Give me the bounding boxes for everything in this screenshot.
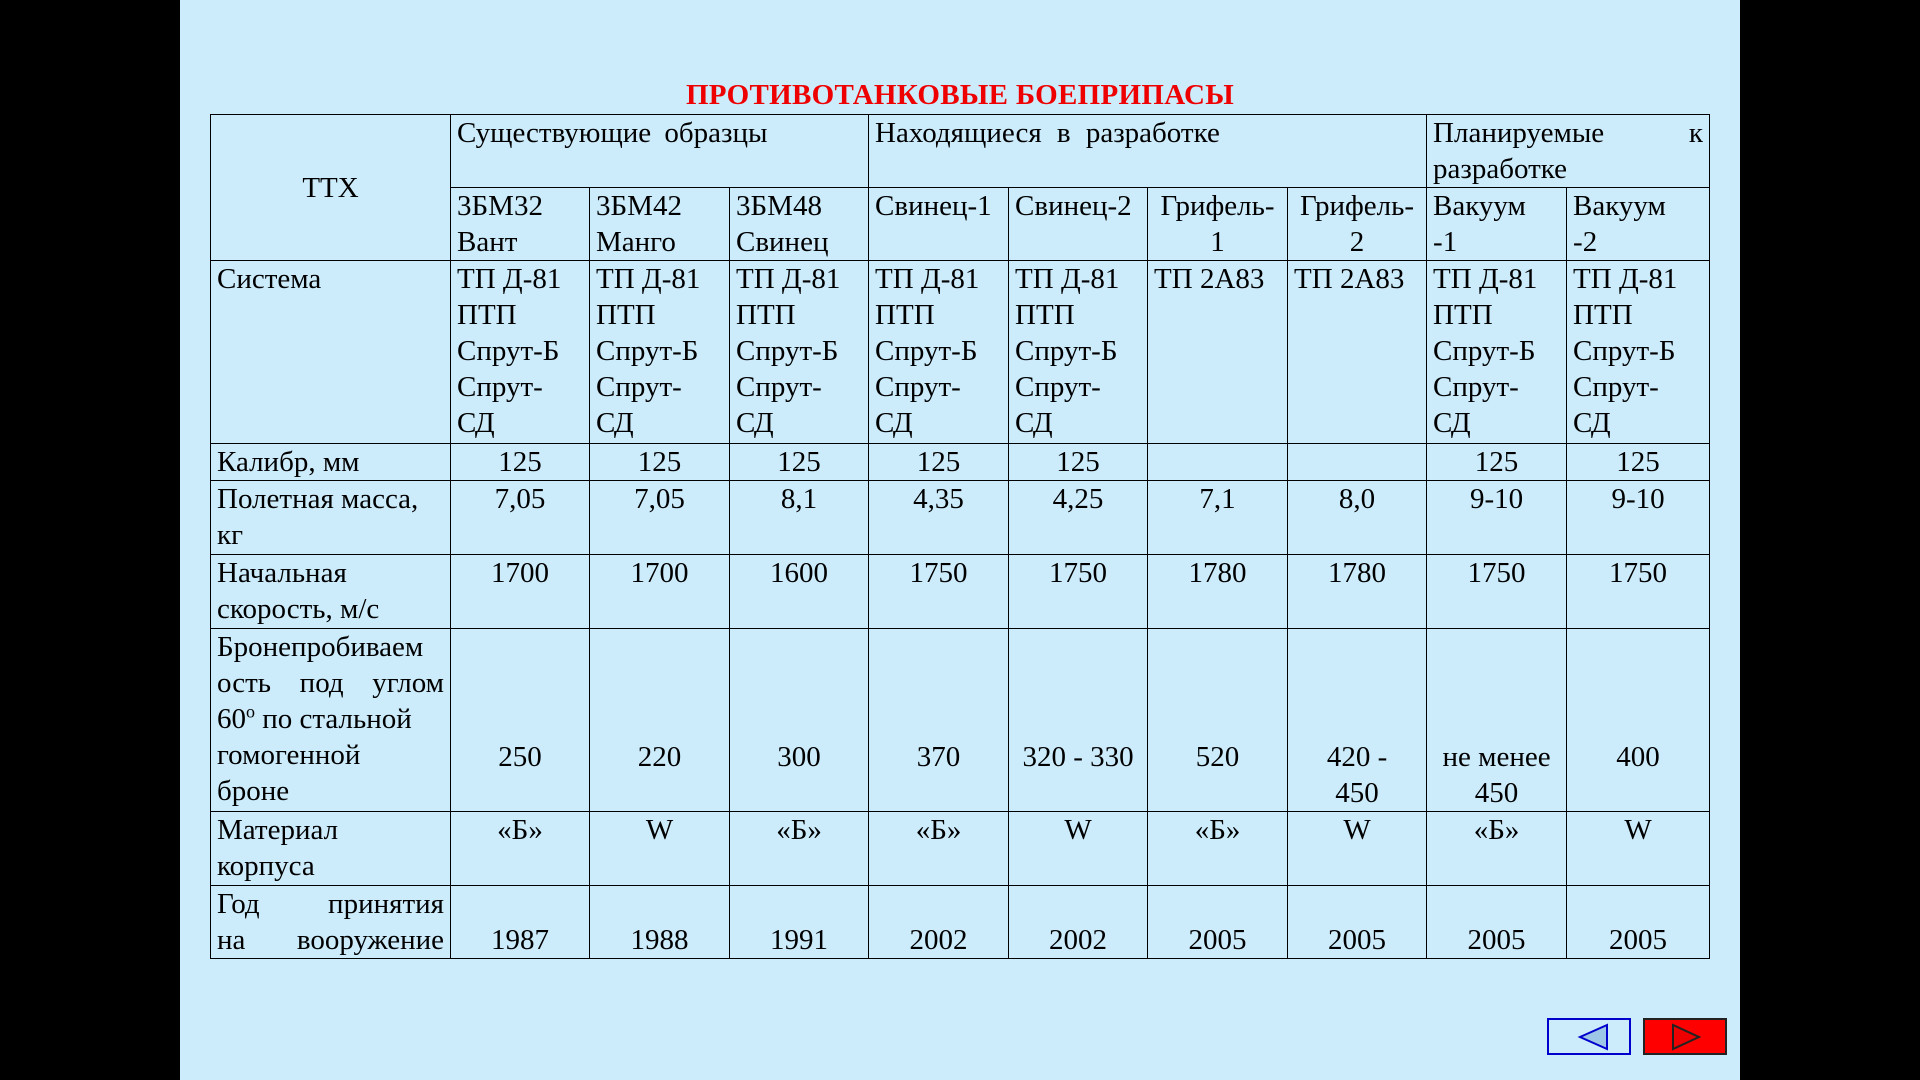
header-group-row (211, 115, 1710, 188)
mass-row (211, 481, 1710, 555)
material-cell: «Б» (730, 812, 869, 886)
system-cell: ТП Д-81 ПТП Спрут-Б Спрут- СД (590, 261, 730, 444)
penetration-cell: 300 (730, 629, 869, 812)
velocity-cell: 1700 (590, 555, 730, 629)
group-in-development: Находящиеся в разработке (869, 115, 1427, 188)
slide-title: ПРОТИВОТАНКОВЫЕ БОЕПРИПАСЫ (685, 79, 1235, 111)
system-cell: ТП Д-81 ПТП Спрут-Б Спрут- СД (1427, 261, 1567, 444)
year-cell: 1988 (590, 886, 730, 959)
caliber-cell: 125 (590, 444, 730, 481)
system-cell: ТП Д-81 ПТП Спрут-Б Спрут- СД (1009, 261, 1148, 444)
model-3bm48: 3БМ48 Свинец (730, 188, 869, 261)
mass-cell: 4,25 (1009, 481, 1148, 555)
mass-cell: 8,1 (730, 481, 869, 555)
velocity-cell: 1780 (1288, 555, 1427, 629)
left-triangle-icon (1549, 1020, 1629, 1053)
velocity-cell: 1600 (730, 555, 869, 629)
slide (180, 0, 1740, 1080)
velocity-cell: 1750 (1009, 555, 1148, 629)
caliber-cell: 125 (1567, 444, 1710, 481)
caliber-cell: 125 (451, 444, 590, 481)
year-cell: 1987 (451, 886, 590, 959)
mass-cell: 9-10 (1427, 481, 1567, 555)
model-vakuum-2: Вакуум -2 (1567, 188, 1710, 261)
penetration-cell: 520 (1148, 629, 1288, 812)
right-triangle-icon (1645, 1020, 1725, 1053)
velocity-row (211, 555, 1710, 629)
ammo-specs-table (210, 114, 1710, 959)
material-cell: «Б» (1148, 812, 1288, 886)
velocity-cell: 1780 (1148, 555, 1288, 629)
caliber-cell: 125 (869, 444, 1009, 481)
system-cell: ТП Д-81 ПТП Спрут-Б Спрут- СД (451, 261, 590, 444)
group-planned: Планируемые к разработке (1427, 115, 1710, 188)
model-vakuum-1: Вакуум -1 (1427, 188, 1567, 261)
year-cell: 2005 (1427, 886, 1567, 959)
material-cell: W (590, 812, 730, 886)
penetration-cell: 220 (590, 629, 730, 812)
caliber-row (211, 444, 1710, 481)
year-cell: 2005 (1567, 886, 1710, 959)
velocity-cell: 1750 (1567, 555, 1710, 629)
ttx-header: ТТХ (211, 115, 451, 261)
penetration-cell: не менее 450 (1427, 629, 1567, 812)
mass-cell: 8,0 (1288, 481, 1427, 555)
year-cell: 2005 (1148, 886, 1288, 959)
year-row (211, 886, 1710, 959)
material-cell: «Б» (1427, 812, 1567, 886)
model-grifel-1: Грифель- 1 (1148, 188, 1288, 261)
mass-cell: 4,35 (869, 481, 1009, 555)
material-cell: «Б» (869, 812, 1009, 886)
mass-label: Полетная масса, кг (211, 481, 451, 555)
year-label: Год принятия на вооружение (211, 886, 451, 959)
mass-cell: 7,05 (590, 481, 730, 555)
penetration-cell: 250 (451, 629, 590, 812)
system-cell: ТП 2А83 (1288, 261, 1427, 444)
model-3bm42: 3БМ42 Манго (590, 188, 730, 261)
material-row (211, 812, 1710, 886)
penetration-cell: 420 - 450 (1288, 629, 1427, 812)
year-cell: 2005 (1288, 886, 1427, 959)
model-svinets-1: Свинец-1 (869, 188, 1009, 261)
penetration-cell: 320 - 330 (1009, 629, 1148, 812)
model-grifel-2: Грифель- 2 (1288, 188, 1427, 261)
velocity-label: Начальная скорость, м/с (211, 555, 451, 629)
material-label: Материал корпуса (211, 812, 451, 886)
model-3bm32: 3БМ32 Вант (451, 188, 590, 261)
system-cell: ТП 2А83 (1148, 261, 1288, 444)
mass-cell: 9-10 (1567, 481, 1710, 555)
caliber-cell: 125 (1427, 444, 1567, 481)
system-cell: ТП Д-81 ПТП Спрут-Б Спрут- СД (869, 261, 1009, 444)
velocity-cell: 1750 (1427, 555, 1567, 629)
penetration-label: Бронепробиваем ость под углом $60^о$ по стальной гомогенной броне (211, 629, 451, 812)
model-svinets-2: Свинец-2 (1009, 188, 1148, 261)
system-label: Система (211, 261, 451, 444)
year-cell: 2002 (1009, 886, 1148, 959)
year-cell: 2002 (869, 886, 1009, 959)
group-existing: Существующие образцы (451, 115, 869, 188)
material-cell: W (1567, 812, 1710, 886)
system-cell: ТП Д-81 ПТП Спрут-Б Спрут- СД (1567, 261, 1710, 444)
velocity-cell: 1700 (451, 555, 590, 629)
velocity-cell: 1750 (869, 555, 1009, 629)
year-cell: 1991 (730, 886, 869, 959)
material-cell: W (1009, 812, 1148, 886)
system-cell: ТП Д-81 ПТП Спрут-Б Спрут- СД (730, 261, 869, 444)
caliber-cell (1148, 444, 1288, 481)
mass-cell: 7,1 (1148, 481, 1288, 555)
mass-cell: 7,05 (451, 481, 590, 555)
system-row (211, 261, 1710, 444)
prev-slide-button[interactable] (1547, 1018, 1631, 1055)
material-cell: «Б» (451, 812, 590, 886)
penetration-row (211, 629, 1710, 812)
penetration-cell: 400 (1567, 629, 1710, 812)
material-cell: W (1288, 812, 1427, 886)
caliber-cell: 125 (730, 444, 869, 481)
caliber-cell (1288, 444, 1427, 481)
penetration-cell: 370 (869, 629, 1009, 812)
caliber-cell: 125 (1009, 444, 1148, 481)
next-slide-button[interactable] (1643, 1018, 1727, 1055)
caliber-label: Калибр, мм (211, 444, 451, 481)
